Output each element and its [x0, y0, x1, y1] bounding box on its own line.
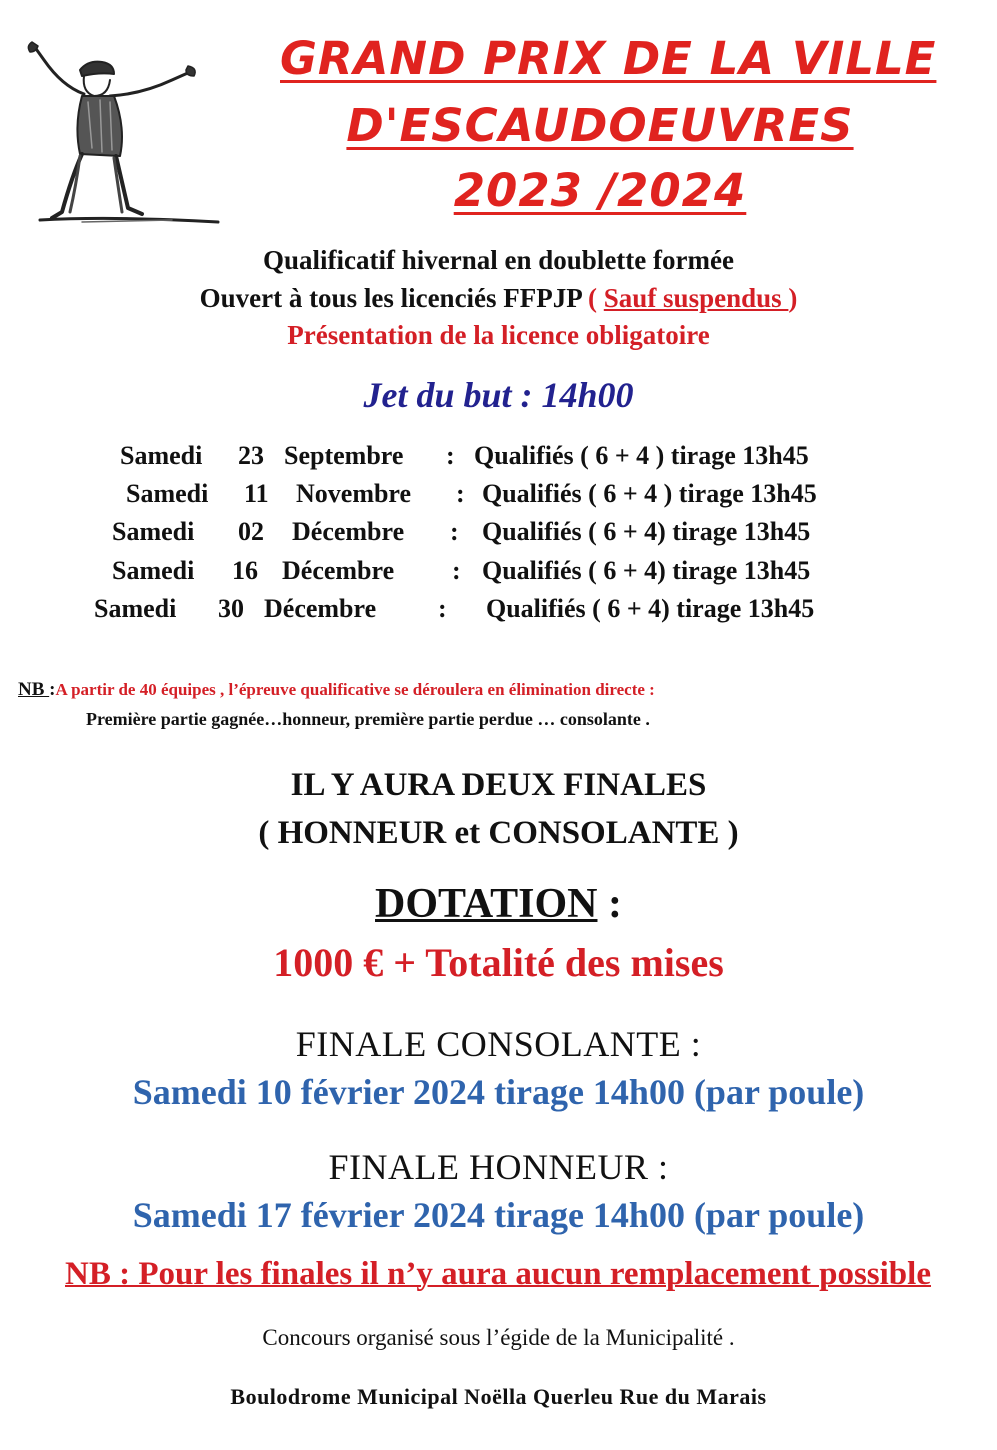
- schedule-day: Samedi: [94, 594, 177, 623]
- nb-text: A partir de 40 équipes , l’épreuve qualificative se déroulera en élimination directe :: [55, 680, 655, 699]
- schedule-day: Samedi: [126, 479, 209, 508]
- organise-note: Concours organisé sous l’égide de la Municipalité .: [262, 1325, 735, 1350]
- schedule-date: 02: [238, 517, 264, 546]
- intro-suspended-note: Sauf suspendus: [603, 283, 789, 313]
- schedule-detail: Qualifiés ( 6 + 4) tirage 13h45: [482, 517, 811, 546]
- schedule-row: [0, 441, 997, 471]
- intro-open-text: Ouvert à tous les licenciés FFPJP: [199, 283, 582, 313]
- schedule-date: 30: [218, 594, 244, 623]
- schedule-date: 11: [244, 479, 269, 508]
- schedule-date: 16: [232, 556, 258, 585]
- title-line-1: GRAND PRIX DE LA VILLE: [280, 32, 937, 85]
- schedule-detail: Qualifiés ( 6 + 4) tirage 13h45: [486, 594, 815, 623]
- venue: Boulodrome Municipal Noëlla Querleu Rue du Marais: [230, 1384, 767, 1409]
- schedule-detail: Qualifiés ( 6 + 4 ) tirage 13h45: [474, 441, 809, 470]
- finales-line-2: ( HONNEUR et CONSOLANTE ): [258, 815, 739, 851]
- schedule-separator: :: [438, 594, 447, 623]
- nb-note-line-2: Première partie gagnée…honneur, première partie perdue … consolante .: [86, 709, 650, 729]
- intro-close-paren: ): [788, 283, 798, 313]
- schedule-detail: Qualifiés ( 6 + 4 ) tirage 13h45: [482, 479, 817, 508]
- schedule-day: Samedi: [112, 517, 195, 546]
- finale-honneur-heading: FINALE HONNEUR :: [328, 1147, 669, 1187]
- schedule-separator: :: [452, 556, 461, 585]
- dotation-colon: :: [597, 881, 622, 927]
- schedule-detail: Qualifiés ( 6 + 4) tirage 13h45: [482, 556, 811, 585]
- schedule-month: Novembre: [296, 479, 412, 508]
- finales-line-1: IL Y AURA DEUX FINALES: [290, 767, 707, 803]
- schedule-row: [0, 594, 997, 624]
- schedule-month: Décembre: [292, 517, 405, 546]
- title-line-3: 2023 /2024: [453, 164, 747, 217]
- nb-colon: :: [49, 679, 56, 700]
- schedule-day: Samedi: [112, 556, 195, 585]
- dotation-prize: 1000 € + Totalité des mises: [273, 940, 724, 985]
- schedule-date: 23: [238, 441, 264, 470]
- schedule-month: Décembre: [282, 556, 395, 585]
- dotation-heading: [0, 880, 997, 928]
- nb-label: NB: [18, 679, 50, 700]
- finale-honneur-date: Samedi 17 février 2024 tirage 14h00 (par poule): [132, 1195, 865, 1235]
- schedule-row: [0, 517, 997, 547]
- schedule-separator: :: [456, 479, 465, 508]
- schedule-separator: :: [446, 441, 455, 470]
- schedule-month: Septembre: [284, 441, 404, 470]
- petanque-player-icon: [22, 36, 222, 226]
- schedule-separator: :: [450, 517, 459, 546]
- title-line-2: D'ESCAUDOEUVRES: [346, 99, 854, 152]
- intro-open-paren: (: [588, 283, 604, 313]
- intro-licence-note: Présentation de la licence obligatoire: [287, 320, 710, 350]
- finale-consolante-heading: FINALE CONSOLANTE :: [295, 1024, 702, 1064]
- finale-consolante-date: Samedi 10 février 2024 tirage 14h00 (par poule): [132, 1072, 865, 1112]
- schedule-day: Samedi: [120, 441, 203, 470]
- dotation-label: DOTATION: [375, 881, 598, 927]
- intro-line-1: Qualificatif hivernal en doublette formée: [263, 245, 734, 275]
- schedule-row: [0, 556, 997, 586]
- jet-du-but: Jet du but : 14h00: [363, 375, 634, 415]
- nb-note: [18, 679, 655, 701]
- schedule-month: Décembre: [264, 594, 377, 623]
- intro-line-2: [0, 283, 997, 314]
- schedule-row: [0, 479, 997, 509]
- nb-final-warning: NB : Pour les finales il n’y aura aucun remplacement possible: [65, 1256, 931, 1292]
